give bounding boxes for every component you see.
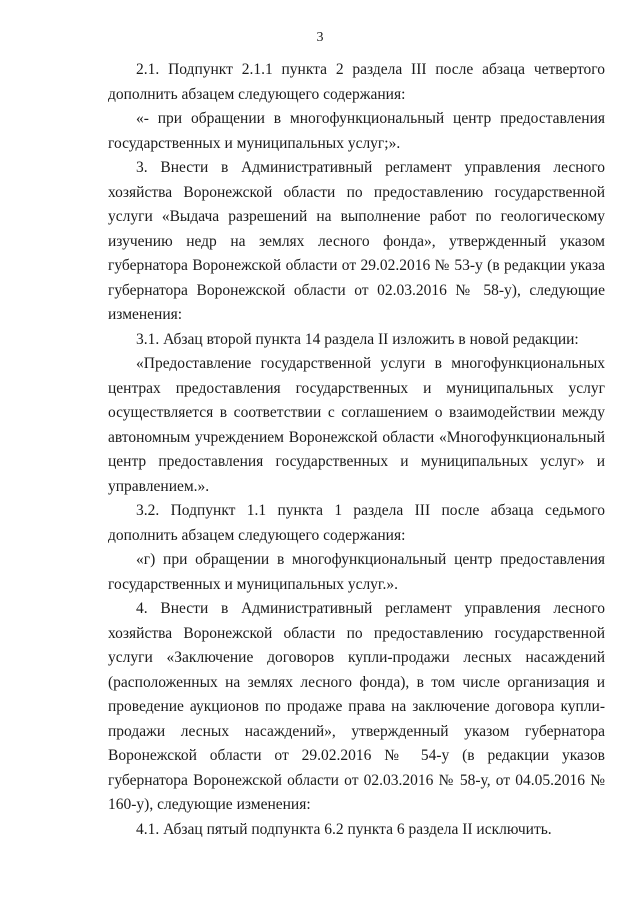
page-number: 3 [316,30,324,45]
paragraph-3-1: 3.1. Абзац второй пункта 14 раздела II изложить в новой редакции: [136,330,579,348]
paragraph-3-1-text: «Предоставление государственной услуги в многофункциональных центрах предоставления государственных и муниципальных услуг осуществляется в соответствии с соглашением о взаимодействии между автономным учреждением Воронежской области «Многофункциональный центр предоставления государственных и муниципальных услуг» и управлением.». [108,355,605,495]
paragraph-3: 3. Внести в Административный регламент управления лесного хозяйства Воронежской области по предоставлению государственной услуги «Выдача разрешений на выполнение работ по геологическому изучению недр на землях лесного фонда», утвержденный указом губернатора Воронежской области от 29.02.2016 № 53-у (в редакции указа губернатора Воронежской области от 02.03.2016 № 58-у), следующие изменения: [108,159,605,323]
paragraph-4: 4. Внести в Административный регламент управления лесного хозяйства Воронежской области по предоставлению государственной услуги «Заключение договоров купли-продажи лесных насаждений (расположенных на землях лесного фонда), в том числе организация и проведение аукционов по продаже права на заключение договора купли-продажи лесных насаждений», утвержденный указом губернатора Воронежской области от 29.02.2016 № 54-у (в редакции указов губернатора Воронежской области от 02.03.2016 № 58-у, от 04.05.2016 № 160-у), следующие изменения: [108,600,605,813]
paragraph-3-2-insert: «г) при обращении в многофункциональный центр предоставления государственных и муниципальных услуг.». [108,551,605,593]
paragraph-2-1: 2.1. Подпункт 2.1.1 пункта 2 раздела III после абзаца четвертого дополнить абзацем следующего содержания: [108,61,605,103]
paragraph-2-1-insert: «- при обращении в многофункциональный центр предоставления государственных и муниципальных услуг;». [108,110,605,152]
document-body [108,58,605,842]
paragraph-4-1: 4.1. Абзац пятый подпункта 6.2 пункта 6 раздела II исключить. [136,820,552,838]
paragraph-3-2: 3.2. Подпункт 1.1 пункта 1 раздела III после абзаца седьмого дополнить абзацем следующего содержания: [108,502,605,544]
